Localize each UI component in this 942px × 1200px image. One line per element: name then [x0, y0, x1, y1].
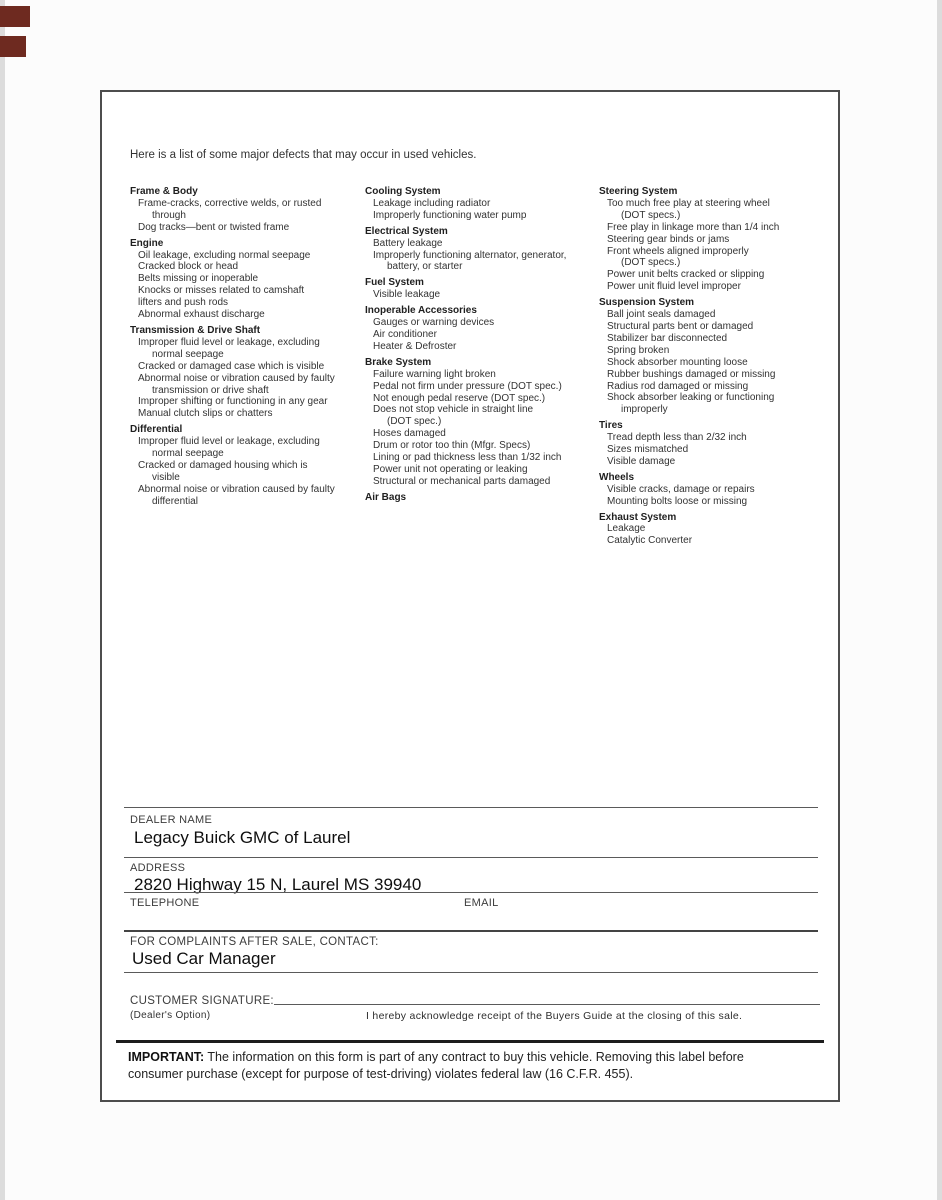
defect-section	[365, 492, 599, 504]
defect-line: (DOT specs.)	[621, 209, 681, 221]
section-title: Air Bags	[365, 491, 407, 503]
customer-signature-label: CUSTOMER SIGNATURE:	[130, 995, 274, 1007]
defect-line: Visible damage	[607, 455, 676, 467]
defect-section	[599, 297, 833, 416]
divider-line	[124, 857, 818, 858]
important-label: IMPORTANT:	[128, 1050, 205, 1064]
defect-line: Steering gear binds or jams	[607, 233, 730, 245]
defect-line: Visible leakage	[373, 289, 441, 301]
defect-line: Hoses damaged	[373, 428, 446, 440]
dealer-name-value: Legacy Buick GMC of Laurel	[134, 828, 351, 847]
defect-line: Free play in linkage more than 1/4 inch	[607, 221, 780, 233]
red-annotation-mark	[0, 6, 30, 27]
complaints-label: FOR COMPLAINTS AFTER SALE, CONTACT:	[130, 936, 379, 948]
defect-line: Improperly functioning alternator, generator,	[373, 249, 567, 261]
defect-line: Leakage	[607, 523, 646, 535]
defect-line: Radius rod damaged or missing	[607, 380, 749, 392]
defect-line: Abnormal noise or vibration caused by faulty	[138, 483, 335, 495]
defect-line: Oil leakage, excluding normal seepage	[138, 249, 311, 261]
defect-line: Battery leakage	[373, 237, 443, 249]
defect-section	[130, 238, 364, 321]
defect-line: Improper fluid level or leakage, excluding	[138, 436, 320, 448]
defect-line: Manual clutch slips or chatters	[138, 408, 273, 420]
acknowledgement-text: I hereby acknowledge receipt of the Buyers Guide at the closing of this sale.	[366, 1010, 743, 1022]
defect-section	[365, 277, 599, 301]
defect-line: improperly	[621, 404, 668, 416]
defect-section	[365, 305, 599, 353]
defect-line: Power unit belts cracked or slipping	[607, 269, 765, 281]
defects-column-2	[365, 186, 599, 508]
address-label: ADDRESS	[130, 862, 186, 874]
complaints-value: Used Car Manager	[132, 949, 276, 968]
buyers-guide-document	[100, 90, 840, 1102]
divider-line	[124, 972, 818, 973]
defect-line: Catalytic Converter	[607, 535, 693, 547]
section-title: Transmission & Drive Shaft	[130, 324, 261, 336]
red-annotation-mark	[0, 36, 26, 57]
defect-line: Air conditioner	[373, 328, 437, 340]
important-notice	[128, 1049, 828, 1083]
defect-line: Too much free play at steering wheel	[607, 197, 770, 209]
defect-line: Does not stop vehicle in straight line	[373, 404, 534, 416]
defect-line: Knocks or misses related to camshaft	[138, 285, 305, 297]
address-value: 2820 Highway 15 N, Laurel MS 39940	[134, 875, 422, 894]
important-divider-line	[116, 1040, 824, 1043]
defect-line: normal seepage	[152, 448, 224, 460]
defect-line: Improper shifting or functioning in any gear	[138, 396, 328, 408]
defect-section	[365, 226, 599, 274]
defect-section	[599, 512, 833, 548]
defect-line: Power unit fluid level improper	[607, 281, 741, 293]
intro-text: Here is a list of some major defects that may occur in used vehicles.	[130, 149, 477, 161]
defect-line: transmission or drive shaft	[152, 384, 269, 396]
defect-section	[365, 186, 599, 222]
defect-line: Cracked block or head	[138, 261, 239, 273]
defect-section	[130, 186, 364, 234]
section-title: Brake System	[365, 356, 432, 368]
divider-line	[124, 807, 818, 808]
dealer-name-label: DEALER NAME	[130, 814, 213, 826]
section-title: Differential	[130, 424, 183, 436]
defect-line: (DOT spec.)	[387, 416, 442, 428]
defect-line: Front wheels aligned improperly	[607, 245, 749, 257]
defect-line: Ball joint seals damaged	[607, 309, 716, 321]
defect-line: Drum or rotor too thin (Mfgr. Specs)	[373, 440, 531, 452]
defect-line: Shock absorber mounting loose	[607, 356, 748, 368]
defect-section	[599, 420, 833, 468]
defect-line: Lining or pad thickness less than 1/32 inch	[373, 452, 562, 464]
defect-line: lifters and push rods	[138, 297, 229, 309]
defect-section	[599, 472, 833, 508]
important-text-line1: The information on this form is part of any contract to buy this vehicle. Removing this label before	[207, 1050, 744, 1064]
defect-line: Abnormal exhaust discharge	[138, 309, 265, 321]
defect-line: Sizes mismatched	[607, 444, 689, 456]
defect-section	[365, 357, 599, 488]
defect-line: battery, or starter	[387, 261, 463, 273]
section-title: Fuel System	[365, 277, 424, 289]
defect-line: Leakage including radiator	[373, 197, 491, 209]
defect-line: through	[152, 209, 186, 221]
defect-line: Dog tracks—bent or twisted frame	[138, 221, 290, 233]
defect-line: Tread depth less than 2/32 inch	[607, 432, 747, 444]
defect-line: Pedal not firm under pressure (DOT spec.)	[373, 380, 562, 392]
defect-line: Improper fluid level or leakage, excluding	[138, 336, 320, 348]
defect-line: Heater & Defroster	[373, 340, 457, 352]
defect-line: Mounting bolts loose or missing	[607, 495, 748, 507]
defect-line: Not enough pedal reserve (DOT spec.)	[373, 392, 546, 404]
defect-section	[130, 424, 364, 507]
section-title: Inoperable Accessories	[365, 305, 477, 317]
defect-line: Belts missing or inoperable	[138, 273, 259, 285]
defect-line: differential	[152, 495, 198, 507]
telephone-label: TELEPHONE	[130, 897, 200, 909]
defect-section	[599, 186, 833, 293]
defect-line: Spring broken	[607, 344, 670, 356]
defect-line: Abnormal noise or vibration caused by faulty	[138, 372, 335, 384]
section-title: Exhaust System	[599, 511, 677, 523]
section-title: Steering System	[599, 186, 678, 197]
defect-line: Cracked or damaged case which is visible	[138, 360, 325, 372]
dealers-option-note: (Dealer's Option)	[130, 1010, 211, 1021]
defect-line: normal seepage	[152, 348, 224, 360]
divider-line	[124, 892, 818, 893]
defect-line: Failure warning light broken	[373, 368, 496, 380]
defect-line: visible	[152, 471, 180, 483]
page-left-edge	[0, 0, 5, 1200]
defect-line: Frame-cracks, corrective welds, or rusted	[138, 197, 322, 209]
defect-line: Visible cracks, damage or repairs	[607, 483, 755, 495]
defect-line: Power unit not operating or leaking	[373, 463, 528, 475]
defect-line: (DOT specs.)	[621, 257, 681, 269]
section-title: Engine	[130, 237, 164, 249]
defect-line: Improperly functioning water pump	[373, 209, 527, 221]
defect-line: Shock absorber leaking or functioning	[607, 392, 775, 404]
defect-section	[130, 325, 364, 420]
divider-line	[124, 930, 818, 932]
important-text-line2: consumer purchase (except for purpose of test-driving) violates federal law (16 C.F.R. 455).	[128, 1067, 634, 1081]
defect-line: Gauges or warning devices	[373, 317, 495, 329]
defect-line: Rubber bushings damaged or missing	[607, 368, 776, 380]
section-title: Tires	[599, 420, 623, 432]
section-title: Frame & Body	[130, 186, 198, 197]
defects-column-3	[599, 186, 833, 551]
section-title: Suspension System	[599, 297, 695, 309]
page-right-edge	[937, 0, 942, 1200]
email-label: EMAIL	[464, 897, 499, 909]
defect-line: Stabilizer bar disconnected	[607, 332, 728, 344]
section-title: Electrical System	[365, 225, 448, 237]
section-title: Wheels	[599, 471, 635, 483]
signature-line	[274, 1004, 820, 1005]
defect-line: Cracked or damaged housing which is	[138, 459, 308, 471]
defects-column-1	[130, 186, 364, 512]
defect-line: Structural or mechanical parts damaged	[373, 475, 551, 487]
section-title: Cooling System	[365, 186, 441, 197]
defect-line: Structural parts bent or damaged	[607, 320, 754, 332]
